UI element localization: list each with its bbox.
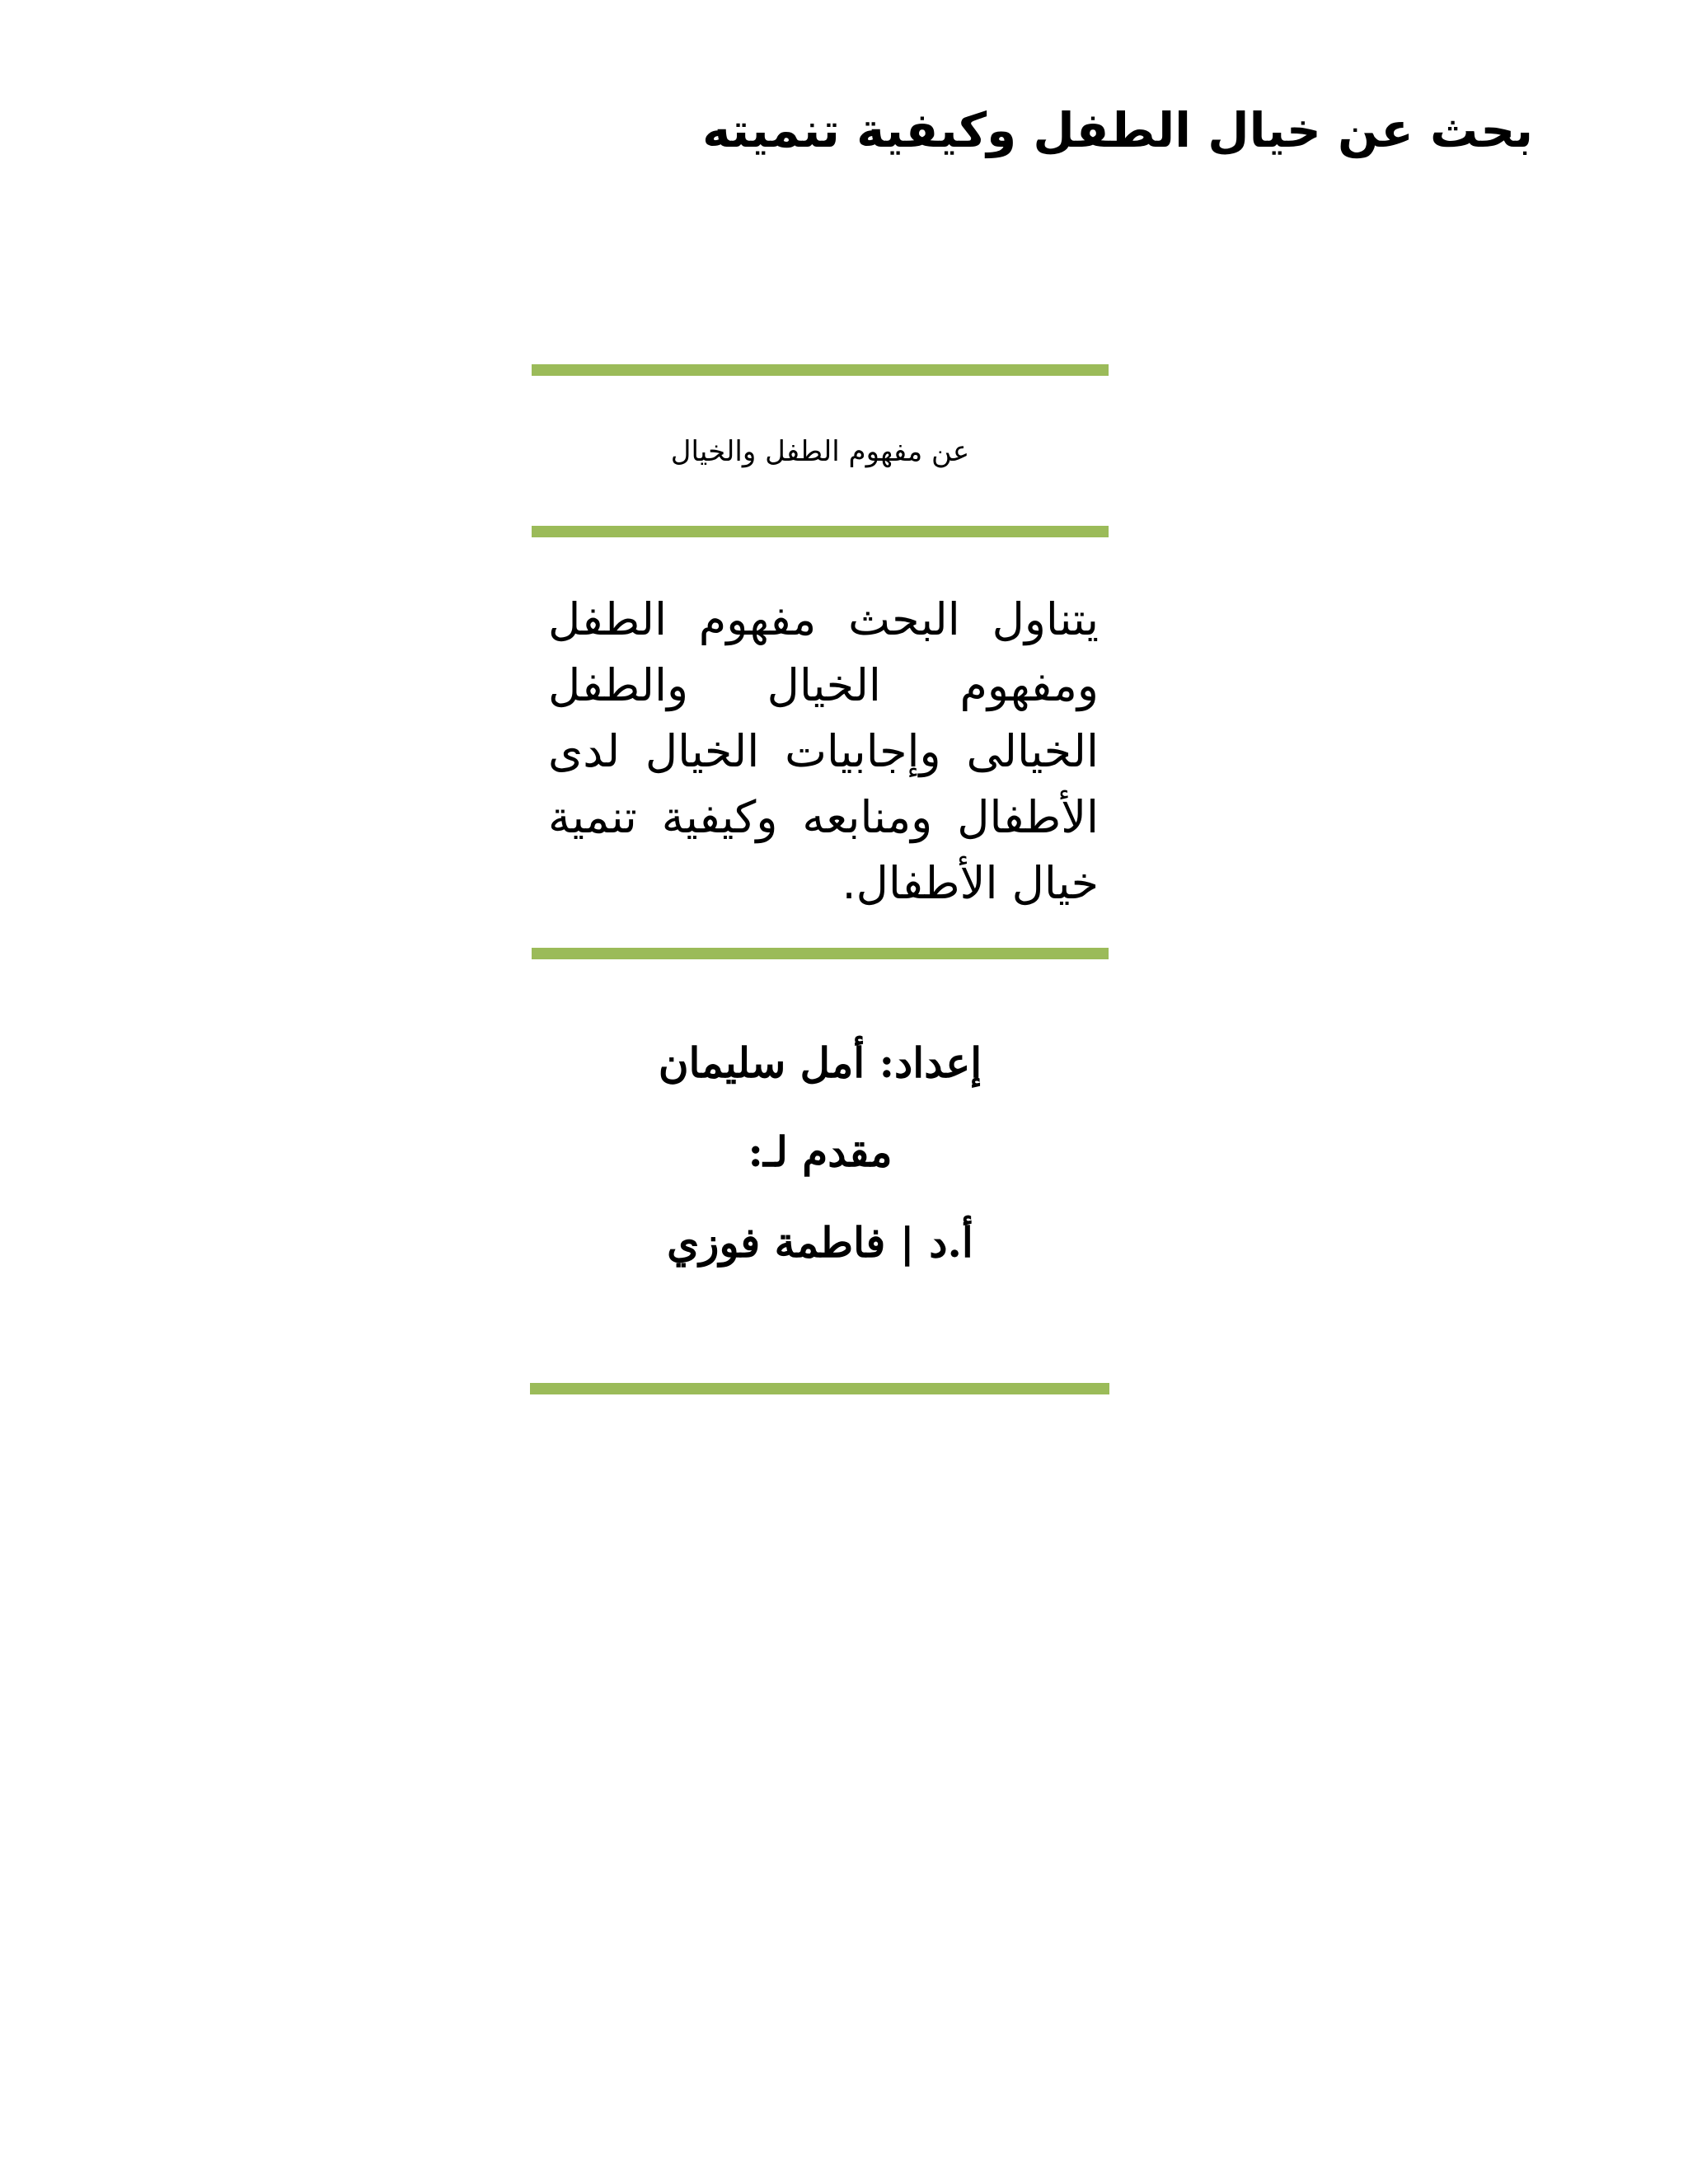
divider-rule: [532, 364, 1109, 376]
presented-to-line: مقدم لـ:: [748, 1127, 893, 1176]
document-subtitle: عن مفهوم الطفل والخيال: [670, 435, 970, 468]
author-line: إعداد: أمل سليمان: [658, 1038, 982, 1087]
supervisor-line: أ.د | فاطمة فوزي: [667, 1218, 973, 1267]
divider-rule: [532, 526, 1109, 537]
page-title: بحث عن خيال الطفل وكيفية تنميته: [702, 102, 1533, 158]
document-abstract: يتناول البحث مفهوم الطفل ومفهوم الخيال والطفل الخيالى وإجابيات الخيال لدى الأطفال ومنابعه وكيفية تنمية خيال الأطفال.: [548, 593, 1099, 909]
divider-rule: [532, 948, 1109, 959]
divider-rule: [530, 1383, 1109, 1394]
